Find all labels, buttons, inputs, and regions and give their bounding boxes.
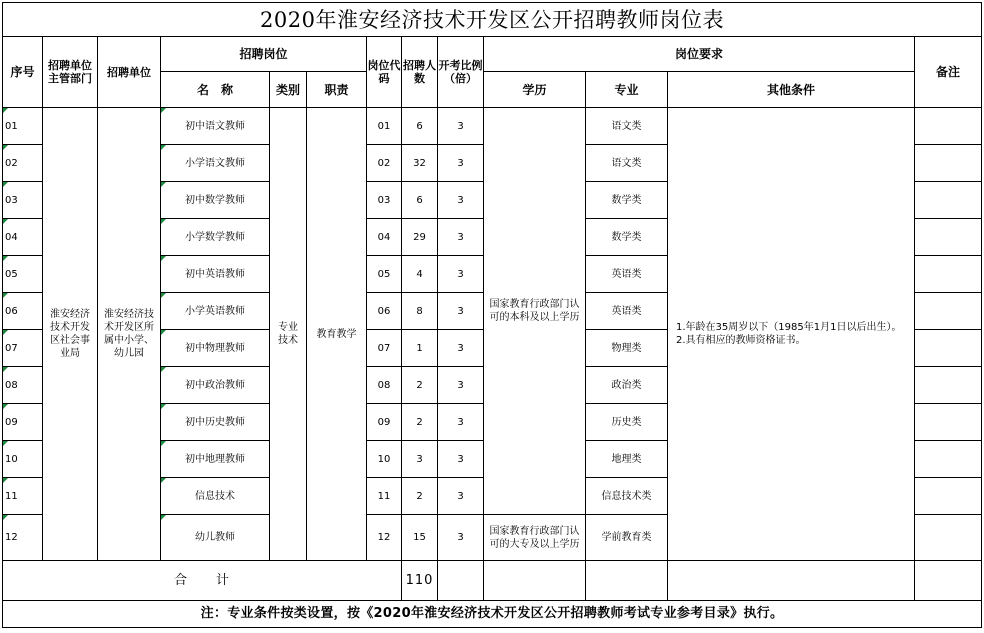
header-name: 名 称 — [161, 72, 270, 108]
row-seq: 02 — [3, 145, 43, 182]
table-row — [3, 108, 982, 145]
header-ratio: 开考比例（倍） — [438, 37, 484, 108]
row-code: 09 — [367, 404, 402, 441]
row-seq: 01 — [3, 108, 43, 145]
row-count: 1 — [402, 330, 438, 367]
row-position-name: 初中语文教师 — [161, 108, 270, 145]
row-ratio: 3 — [438, 182, 484, 219]
header-code: 岗位代码 — [367, 37, 402, 108]
row-ratio: 3 — [438, 219, 484, 256]
category-cell: 专业技术 — [270, 108, 307, 561]
row-position-name: 小学语文教师 — [161, 145, 270, 182]
row-count: 2 — [402, 404, 438, 441]
row-seq: 10 — [3, 441, 43, 478]
other-conditions-cell: 1.年龄在35周岁以下（1985年1月1日以后出生）。2.具有相应的教师资格证书。 — [668, 108, 915, 561]
header-seq: 序号 — [3, 37, 43, 108]
row-position-name: 小学英语教师 — [161, 293, 270, 330]
job-table-sheet — [2, 2, 981, 630]
row-remark — [915, 330, 982, 367]
row-count: 6 — [402, 108, 438, 145]
header-remark: 备注 — [915, 37, 982, 108]
row-code: 05 — [367, 256, 402, 293]
row-seq: 03 — [3, 182, 43, 219]
row-seq: 05 — [3, 256, 43, 293]
row-ratio: 3 — [438, 441, 484, 478]
row-major: 语文类 — [586, 145, 668, 182]
header-position-group: 招聘岗位 — [161, 37, 367, 72]
row-position-name: 初中政治教师 — [161, 367, 270, 404]
row-count: 32 — [402, 145, 438, 182]
row-code: 06 — [367, 293, 402, 330]
row-remark — [915, 182, 982, 219]
header-education: 学历 — [484, 72, 586, 108]
total-major-empty — [586, 561, 668, 601]
row-seq: 04 — [3, 219, 43, 256]
row-remark — [915, 293, 982, 330]
row-position-name: 幼儿教师 — [161, 515, 270, 561]
row-position-name: 初中地理教师 — [161, 441, 270, 478]
row-ratio: 3 — [438, 330, 484, 367]
page-title: 2020年淮安经济技术开发区公开招聘教师岗位表 — [3, 3, 982, 37]
row-seq: 11 — [3, 478, 43, 515]
total-edu-empty — [484, 561, 586, 601]
row-remark — [915, 441, 982, 478]
row-code: 03 — [367, 182, 402, 219]
row-remark — [915, 256, 982, 293]
row-count: 15 — [402, 515, 438, 561]
total-remark-empty — [915, 561, 982, 601]
row-code: 08 — [367, 367, 402, 404]
row-remark — [915, 145, 982, 182]
total-value: 110 — [402, 561, 438, 601]
row-remark — [915, 219, 982, 256]
header-count: 招聘人数 — [402, 37, 438, 108]
row-seq: 09 — [3, 404, 43, 441]
row-major: 信息技术类 — [586, 478, 668, 515]
row-major: 英语类 — [586, 293, 668, 330]
note-row — [3, 601, 982, 628]
row-position-name: 小学数学教师 — [161, 219, 270, 256]
row-ratio: 3 — [438, 367, 484, 404]
row-position-name: 初中数学教师 — [161, 182, 270, 219]
header-category: 类别 — [270, 72, 307, 108]
row-seq: 07 — [3, 330, 43, 367]
row-major: 英语类 — [586, 256, 668, 293]
header-other: 其他条件 — [668, 72, 915, 108]
row-code: 01 — [367, 108, 402, 145]
row-code: 04 — [367, 219, 402, 256]
row-ratio: 3 — [438, 145, 484, 182]
row-position-name: 信息技术 — [161, 478, 270, 515]
row-major: 学前教育类 — [586, 515, 668, 561]
header-unit: 招聘单位 — [98, 37, 161, 108]
row-code: 07 — [367, 330, 402, 367]
row-major: 物理类 — [586, 330, 668, 367]
total-ratio-empty — [438, 561, 484, 601]
dept-cell: 淮安经济技术开发区社会事业局 — [43, 108, 98, 561]
row-remark — [915, 515, 982, 561]
total-label: 合 计 — [3, 561, 402, 601]
row-count: 2 — [402, 367, 438, 404]
row-ratio: 3 — [438, 478, 484, 515]
row-major: 数学类 — [586, 182, 668, 219]
row-major: 政治类 — [586, 367, 668, 404]
row-code: 10 — [367, 441, 402, 478]
row-position-name: 初中英语教师 — [161, 256, 270, 293]
total-row — [3, 561, 982, 601]
row-code: 02 — [367, 145, 402, 182]
header-requirements: 岗位要求 — [484, 37, 915, 72]
row-remark — [915, 404, 982, 441]
row-major: 历史类 — [586, 404, 668, 441]
row-major: 数学类 — [586, 219, 668, 256]
row-count: 29 — [402, 219, 438, 256]
row-count: 8 — [402, 293, 438, 330]
row-ratio: 3 — [438, 108, 484, 145]
row-major: 语文类 — [586, 108, 668, 145]
row-position-name: 初中物理教师 — [161, 330, 270, 367]
row-code: 11 — [367, 478, 402, 515]
row-remark — [915, 478, 982, 515]
header-dept: 招聘单位主管部门 — [43, 37, 98, 108]
row-code: 12 — [367, 515, 402, 561]
row-ratio: 3 — [438, 256, 484, 293]
row-remark — [915, 367, 982, 404]
row-remark — [915, 108, 982, 145]
row-seq: 08 — [3, 367, 43, 404]
row-ratio: 3 — [438, 515, 484, 561]
header-duty: 职责 — [307, 72, 367, 108]
row-count: 2 — [402, 478, 438, 515]
unit-cell: 淮安经济技术开发区所属中小学、幼儿园 — [98, 108, 161, 561]
row-ratio: 3 — [438, 293, 484, 330]
header-major: 专业 — [586, 72, 668, 108]
education-bachelor-cell: 国家教育行政部门认可的本科及以上学历 — [484, 108, 586, 515]
row-count: 6 — [402, 182, 438, 219]
row-count: 4 — [402, 256, 438, 293]
row-seq: 06 — [3, 293, 43, 330]
row-ratio: 3 — [438, 404, 484, 441]
footnote: 注：专业条件按类设置，按《2020年淮安经济技术开发区公开招聘教师考试专业参考目录》执行。 — [3, 601, 982, 628]
row-count: 3 — [402, 441, 438, 478]
row-seq: 12 — [3, 515, 43, 561]
duty-cell: 教育教学 — [307, 108, 367, 561]
total-other-empty — [668, 561, 915, 601]
row-major: 地理类 — [586, 441, 668, 478]
row-position-name: 初中历史教师 — [161, 404, 270, 441]
education-college-cell: 国家教育行政部门认可的大专及以上学历 — [484, 515, 586, 561]
job-table — [2, 2, 982, 628]
